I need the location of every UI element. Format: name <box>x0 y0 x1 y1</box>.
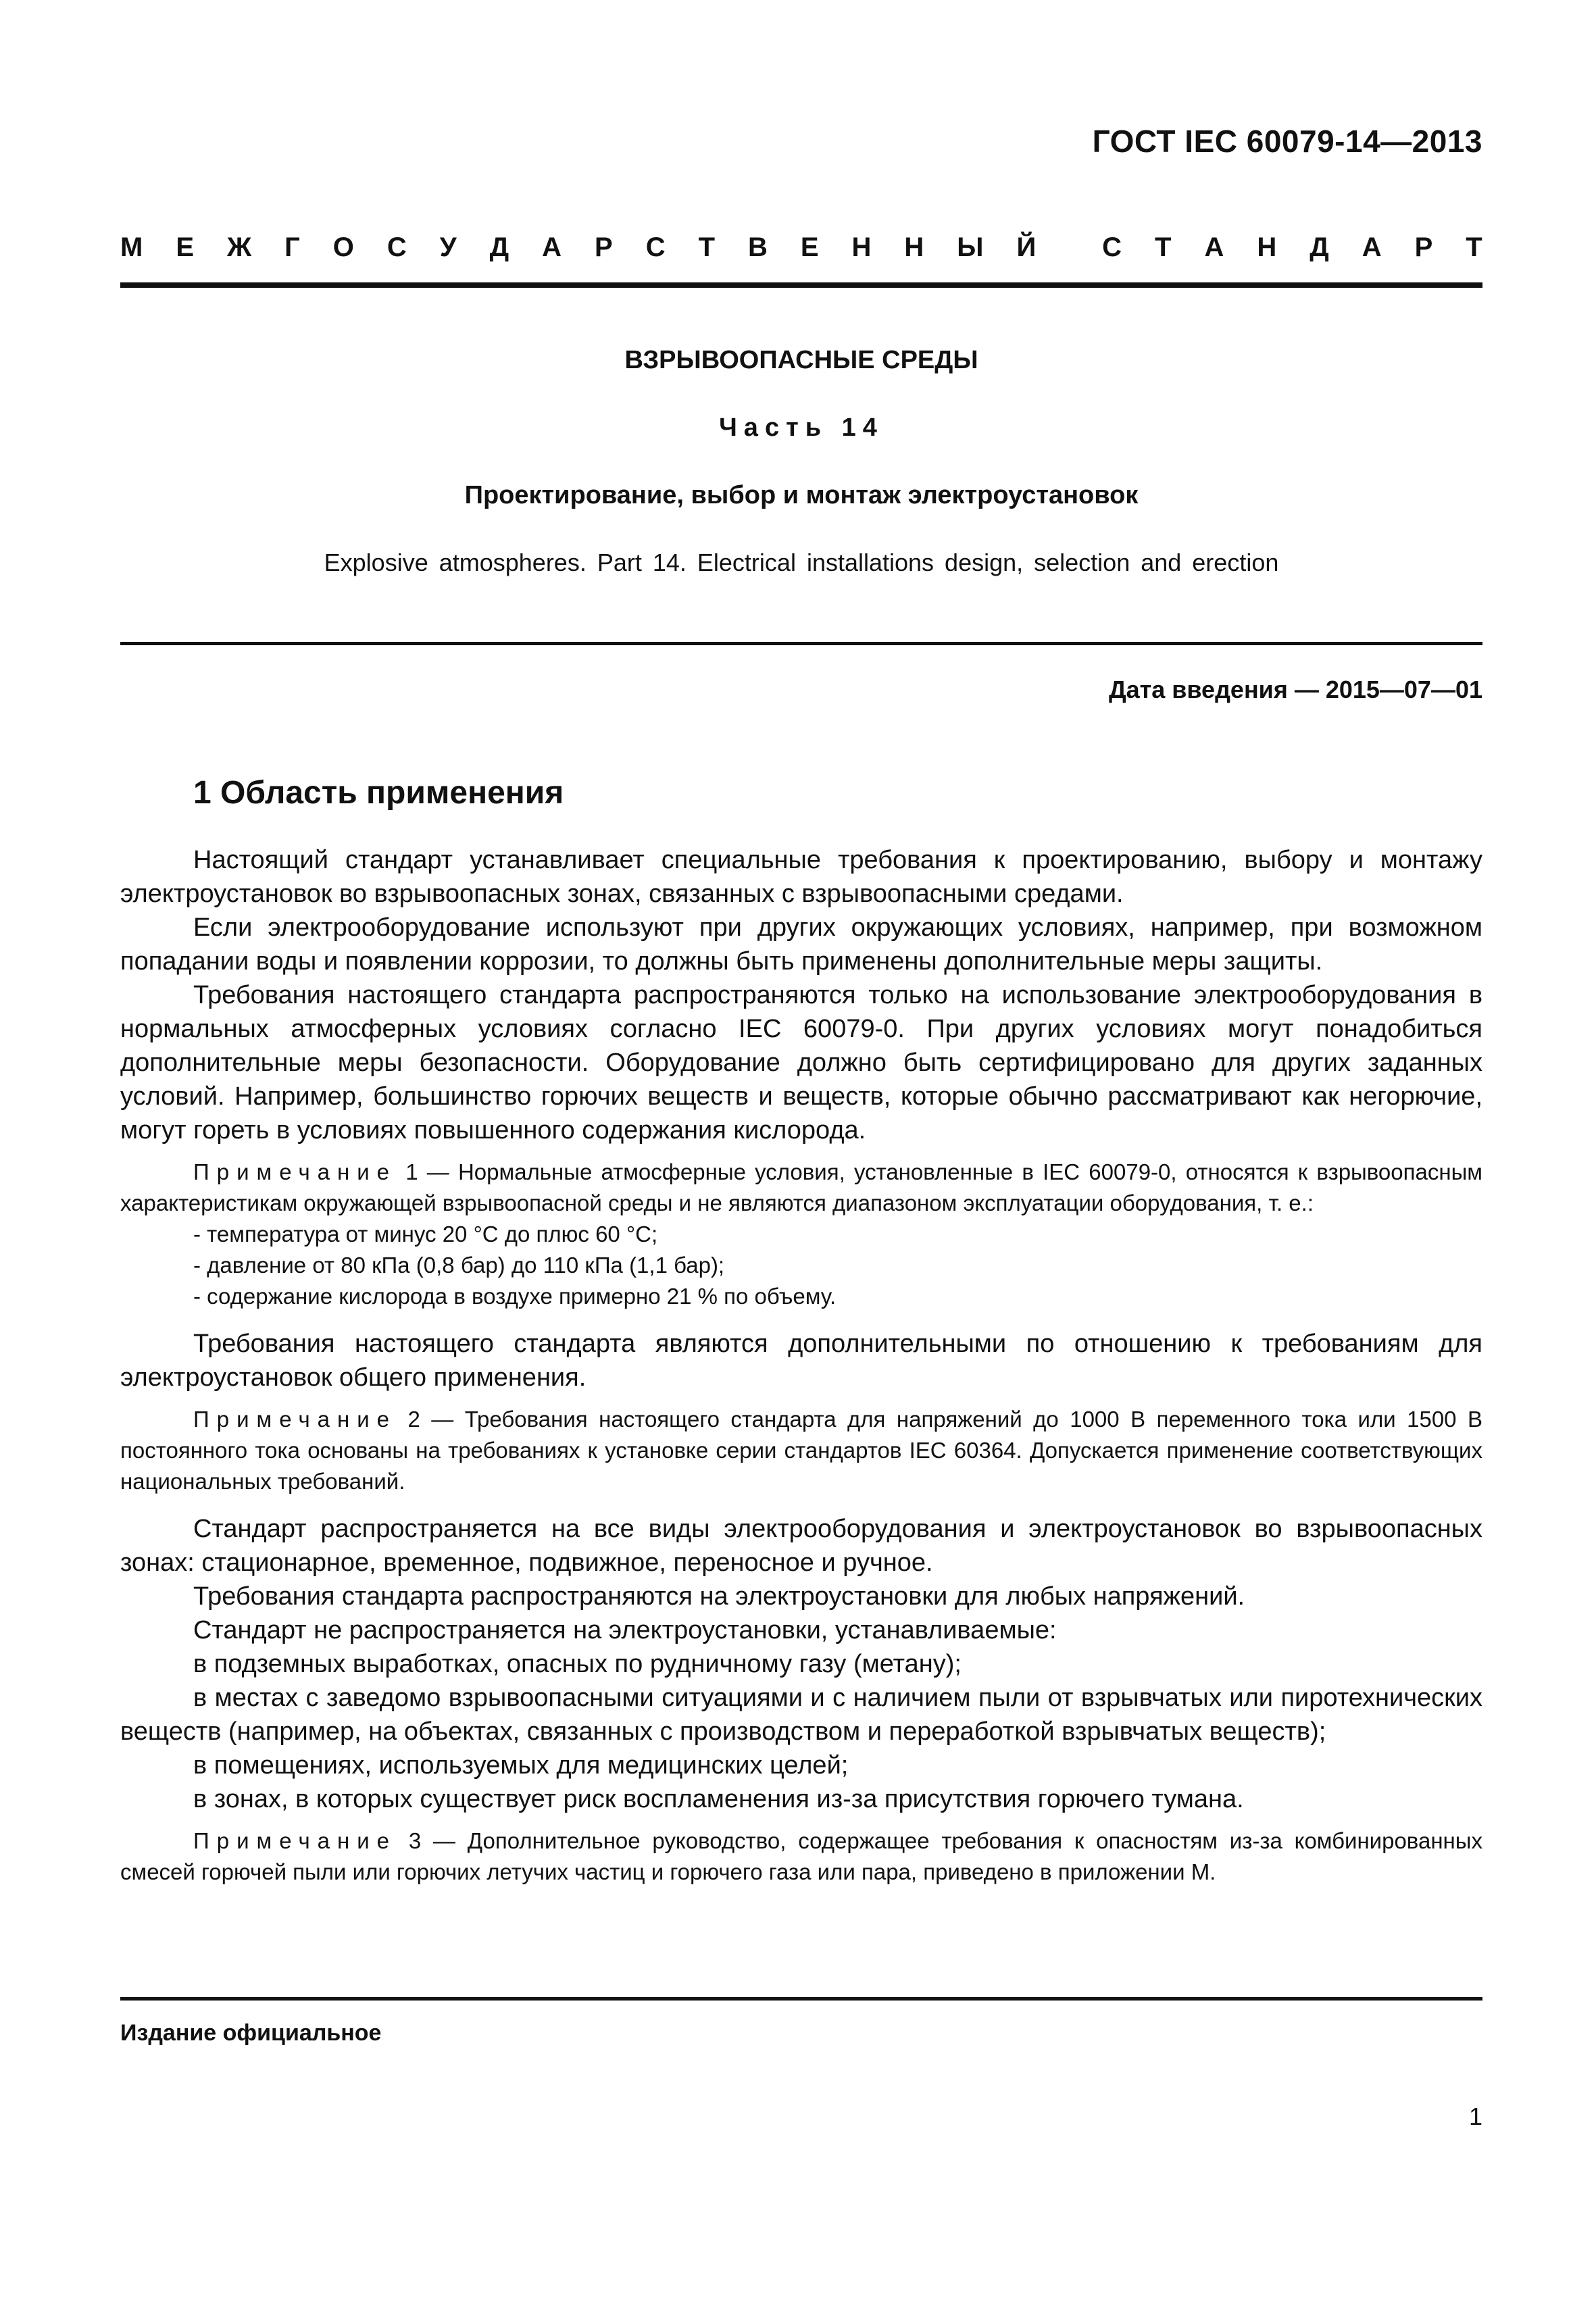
title-rule <box>120 642 1482 645</box>
note-label: Примечание <box>193 1407 397 1432</box>
paragraph: Требования настоящего стандарта являются дополнительными по отношению к требованиям для электроустановок общего применения. <box>120 1330 1482 1392</box>
introduction-date: Дата введения — 2015—07—01 <box>1108 676 1482 703</box>
document-english-title: Explosive atmospheres. Part 14. Electrical installations design, selection and erection <box>324 549 1279 576</box>
document-title: ВЗРЫВООПАСНЫЕ СРЕДЫ <box>624 346 978 374</box>
note-list-item: - содержание кислорода в воздухе примерно 21 % по объему. <box>193 1284 837 1309</box>
banner-letter: Д <box>489 232 509 262</box>
banner-letter: Н <box>1257 232 1277 262</box>
banner-letter: В <box>747 232 768 262</box>
banner-letter: Ж <box>226 232 252 262</box>
paragraph: в помещениях, используемых для медицинских целей; <box>193 1751 849 1780</box>
paragraph: Стандарт не распространяется на электроустановки, устанавливаемые: <box>193 1616 1057 1644</box>
paragraph: Требования настоящего стандарта распространяются только на использование электрооборудования в нормальных атмосферных условиях согласно IEC 60079-0. При других условиях могут понадобиться дополнительные меры безопасности. Оборудование должно быть сертифицировано для других заданных условий. Например, большинство горючих веществ и веществ, которые обычно рассматривают как негорючие, могут гореть в условиях повышенного содержания кислорода. <box>120 981 1482 1145</box>
banner-letter: О <box>332 232 354 262</box>
note-label: Примечание <box>193 1828 397 1853</box>
document-part: Часть 14 <box>719 413 884 442</box>
document-subtitle: Проектирование, выбор и монтаж электроустановок <box>464 481 1139 509</box>
banner-letter: Й <box>1016 232 1037 262</box>
banner-letter: Н <box>851 232 872 262</box>
banner-letter: Г <box>284 232 300 262</box>
note-label: Примечание <box>193 1159 397 1184</box>
banner-letter: С <box>1102 232 1122 262</box>
banner-letter: С <box>386 232 407 262</box>
section-body <box>120 843 1482 1888</box>
banner-letter: С <box>645 232 666 262</box>
banner-letter: Т <box>698 232 715 262</box>
note-list-item: - температура от минус 20 °С до плюс 60 °С; <box>193 1222 658 1247</box>
interstate-standard-banner <box>120 232 1482 263</box>
paragraph: в местах с заведомо взрывоопасными ситуациями и с наличием пыли от взрывчатых или пиротехнических веществ (например, на объектах, связанных с производством и переработкой взрывчатых веществ); <box>120 1684 1482 1746</box>
note-text: 1 — Нормальные атмосферные условия, установленные в IEC 60079-0, относятся к взрывоопасным характеристикам окружающей взрывоопасной среды и не являются диапазоном эксплуатации оборудования, т. е.: <box>120 1159 1482 1215</box>
banner-letter: М <box>120 232 143 262</box>
banner-letter: Ы <box>957 232 984 262</box>
note-list-item: - давление от 80 кПа (0,8 бар) до 110 кПа (1,1 бар); <box>193 1253 725 1278</box>
banner-letter: Р <box>595 232 613 262</box>
paragraph: Стандарт распространяется на все виды электрооборудования и электроустановок во взрывоопасных зонах: стационарное, временное, подвижное, переносное и ручное. <box>120 1515 1482 1577</box>
banner-letter: Т <box>1466 232 1482 262</box>
paragraph: в зонах, в которых существует риск воспламенения из-за присутствия горючего тумана. <box>193 1785 1244 1813</box>
note-1 <box>120 1157 1482 1219</box>
section-heading: 1 Область применения <box>193 775 564 811</box>
banner-letter: Н <box>904 232 924 262</box>
note-2 <box>120 1404 1482 1497</box>
banner-letter: А <box>1204 232 1224 262</box>
banner-letter: Р <box>1414 232 1433 262</box>
paragraph: Если электрооборудование используют при других окружающих условиях, например, при возможном попадании воды и появлении коррозии, то должны быть применены дополнительные меры защиты. <box>120 913 1482 976</box>
paragraph: в подземных выработках, опасных по рудничному газу (метану); <box>193 1650 962 1678</box>
standard-code: ГОСТ IEC 60079-14—2013 <box>1092 124 1482 159</box>
banner-letter: Д <box>1310 232 1329 262</box>
banner-letter: А <box>1362 232 1382 262</box>
banner-letter: А <box>542 232 562 262</box>
banner-letter: Е <box>800 232 819 262</box>
banner-letter: Е <box>176 232 194 262</box>
note-text: 2 — Требования настоящего стандарта для напряжений до 1000 В переменного тока или 1500 В постоянного тока основаны на требованиях к установке серии стандартов IEC 60364. Допускается применение соответствующих национальных требований. <box>120 1407 1482 1494</box>
footer-rule <box>120 1997 1482 2001</box>
paragraph: Требования стандарта распространяются на электроустановки для любых напряжений. <box>193 1582 1245 1611</box>
page-number: 1 <box>1468 2103 1482 2130</box>
header-rule <box>120 282 1482 288</box>
document-page <box>120 0 1482 2314</box>
paragraph: Настоящий стандарт устанавливает специальные требования к проектированию, выбору и монтажу электроустановок во взрывоопасных зонах, связанных с взрывоопасными средами. <box>120 846 1482 908</box>
note-text: 3 — Дополнительное руководство, содержащее требования к опасностям из-за комбинированных смесей горючей пыли или горючих летучих частиц и горючего газа или пара, приведено в приложении М. <box>120 1828 1482 1884</box>
banner-letter: Т <box>1155 232 1172 262</box>
note-3 <box>120 1826 1482 1888</box>
banner-letter: У <box>439 232 457 262</box>
official-edition-label: Издание официальное <box>120 2020 382 2046</box>
